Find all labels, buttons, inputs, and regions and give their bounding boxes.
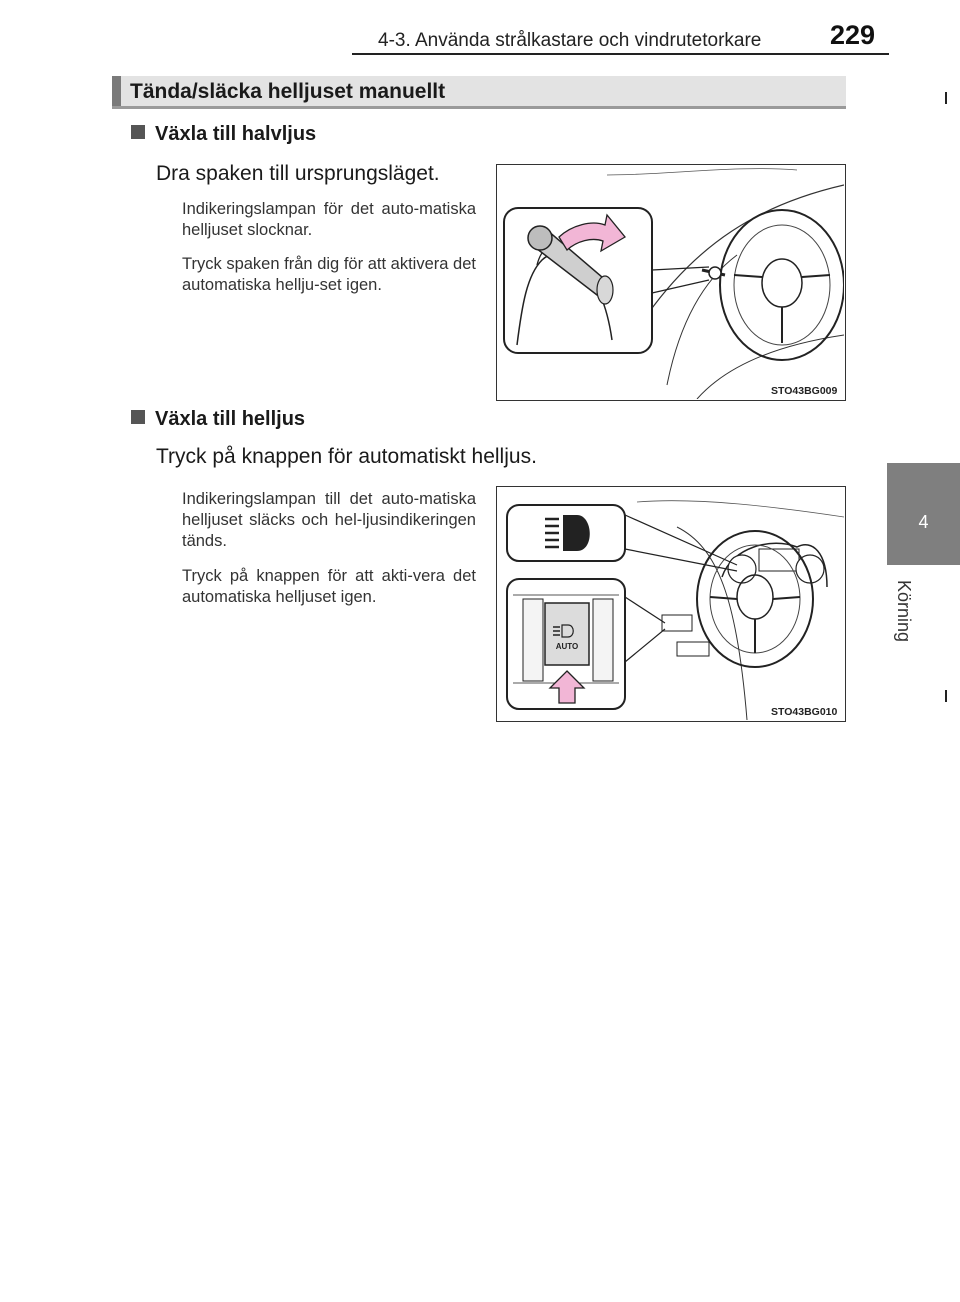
figure-lever-pull [496, 164, 846, 401]
bullet-square-icon [131, 125, 145, 139]
note-low-beam-2: Tryck spaken från dig för att aktivera det automatiska hellju-set igen. [182, 255, 476, 294]
note-high-beam-2: Tryck på knappen för att akti-vera det automatiska helljuset igen. [182, 567, 476, 606]
instruction-low-beam: Dra spaken till ursprungsläget. [156, 162, 440, 185]
note-low-beam-1: Indikeringslampan för det auto-matiska helljuset slocknar. [182, 200, 476, 239]
chapter-number: 4 [918, 512, 929, 532]
subheading-high-beam [131, 408, 305, 431]
side-crop-mark [945, 92, 947, 104]
lever-pull-illustration-icon [497, 165, 844, 399]
section-title-bar [112, 76, 846, 109]
header-rule [352, 53, 889, 55]
figure-auto-button [496, 486, 846, 722]
subheading-low-beam [131, 123, 316, 146]
section-title: Tända/släcka helljuset manuellt [130, 80, 446, 103]
side-crop-mark [945, 690, 947, 702]
page-number: 229 [830, 20, 876, 50]
bullet-square-icon [131, 410, 145, 424]
note-high-beam-1: Indikeringslampan till det auto-matiska helljuset släcks och hel-ljusindikeringen tänds. [182, 490, 476, 550]
subheading-text: Växla till helljus [155, 408, 306, 430]
section-bar-accent [112, 76, 121, 106]
running-header-section: 4-3. Använda strålkastare och vindrutetorkare [378, 30, 762, 51]
chapter-label: Körning [894, 580, 914, 643]
figure-code: STO43BG009 [771, 385, 838, 397]
auto-high-beam-button-illustration-icon [497, 487, 844, 720]
button-label: AUTO [555, 642, 579, 651]
subheading-text: Växla till halvljus [155, 123, 317, 145]
instruction-high-beam: Tryck på knappen för automatiskt helljus. [156, 445, 537, 468]
figure-code: STO43BG010 [771, 706, 838, 718]
